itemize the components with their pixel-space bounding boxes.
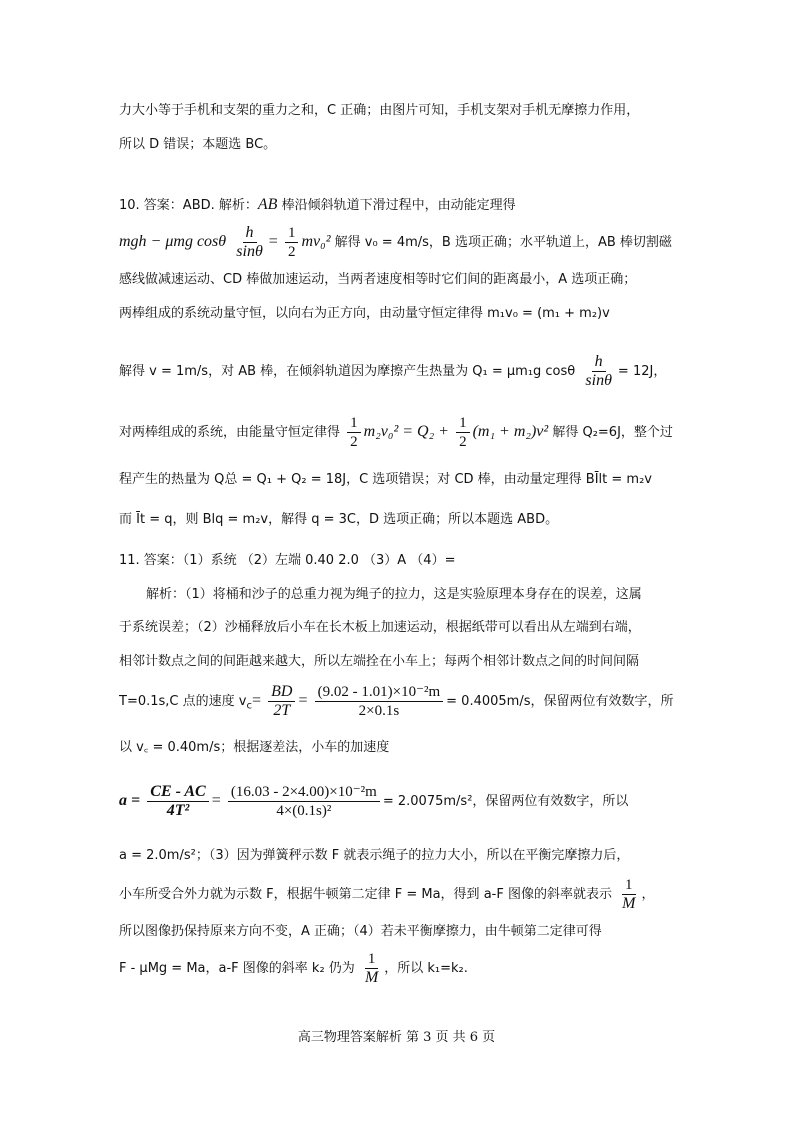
q11-a-equals: a = (119, 792, 141, 809)
q10-energy-eq-left: m₂v₀² = Q₂ + (363, 423, 449, 440)
equals-sign: = (268, 233, 278, 250)
q11-friction-text: F - μMg = Ma，a-F 图像的斜率 k₂ 仍为 (119, 961, 355, 976)
q10-fraction-h-sin-2 (582, 353, 615, 390)
fraction-numerator: (16.03 - 2×4.00)×10⁻²m (228, 783, 380, 802)
text-line: 于系统误差；（2）沙桶释放后小车在长木板上加速运动，根据纸带可以看出从左端到右端， (119, 620, 641, 635)
fraction-denominator: sinθ (585, 372, 612, 389)
text-line: a = 2.0m/s²；（3）因为弹簧秤示数 F 就表示绳子的拉力大小，所以在平衡完摩擦力后， (119, 848, 630, 863)
q10-heading (119, 195, 693, 216)
fraction-denominator: 4T² (166, 802, 190, 819)
text-line: 解析：（1）将桶和沙子的总重力视为绳子的拉力，这是实验原理本身存在的误差，这属 (146, 587, 642, 602)
fraction-numerator: CE - AC (147, 783, 208, 802)
text-line: 相邻计数点之间的间距越来越大，所以左端拴在小车上；每两个相邻计数点之间的时间间隔 (119, 654, 640, 669)
text-line: 以 v꜀ = 0.40m/s；根据逐差法，小车的加速度 (119, 740, 390, 755)
q11-velocity-result: = 0.4005m/s，保留两位有效数字，所 (446, 694, 674, 709)
q11-friction-tail: ，所以 k₁=k₂. (384, 961, 468, 976)
equals-sign: = (298, 692, 308, 709)
fraction-numerator: 1 (622, 876, 636, 895)
text-line: 力大小等于手机和支架的重力之和，C 正确；由图片可知，手机支架对手机无摩擦力作用， (119, 103, 640, 118)
text-line: 所以图像扔保持原来方向不变，A 正确；（4）若未平衡摩擦力，由牛顿第二定律可得 (119, 924, 602, 939)
q11-heading: 11. 答案：（1）系统 （2）左端 0.40 2.0 （3）A （4）= (119, 553, 456, 568)
q10-energy-line (119, 412, 693, 453)
q10-fraction-half-3 (456, 414, 470, 451)
q10-answer-label: 10. 答案：ABD. 解析： (119, 198, 258, 213)
fraction-numerator: 1 (456, 414, 470, 433)
q11-fraction-one-over-m (619, 876, 638, 913)
q11-newton-line: 小车所受合外力就为示数 F，根据牛顿第二定律 F = Ma，得到 a-F 图像的斜率就表示 $\frac{1}{M}$ ， (119, 877, 655, 912)
subscript: c (246, 700, 252, 712)
page-footer: 高三物理答案解析 第 3 页 共 6 页 (297, 1030, 496, 1045)
fraction-denominator: 2 (459, 434, 467, 450)
q10-line2-tail: 解得 v₀ = 4m/s，B 选项正确；水平轨道上，AB 棒切割磁 (334, 235, 672, 250)
text-line: 程产生的热量为 Q总 = Q₁ + Q₂ = 18J，C 选项错误；对 CD 棒，由动量定理得 BĪlt = m₂v (119, 472, 652, 487)
fraction-denominator: M (364, 969, 379, 986)
q10-heat-result: = 12J， (617, 364, 667, 379)
q11-fraction-one-over-m-2 (362, 950, 381, 987)
q11-velocity-line (119, 680, 693, 728)
fraction-denominator: 4×(0.1s)² (276, 803, 332, 819)
fraction-numerator: BD (268, 683, 295, 702)
q10-heading-text: 棒沿倾斜轨道下滑过程中，由动能定理得 (277, 198, 516, 213)
q10-fraction-h-sin (233, 224, 266, 261)
fraction-denominator: 2 (287, 244, 296, 260)
q10-heat-line (119, 352, 693, 392)
fraction-numerator: (9.02 - 1.01)×10⁻²m (315, 683, 444, 702)
q10-mgh: mgh − μmg cosθ (119, 233, 227, 250)
fraction-numerator: 1 (365, 950, 379, 969)
q10-energy-text: 对两棒组成的系统，由能量守恒定律得 (119, 425, 341, 440)
q11-acceleration-result: = 2.0075m/s²，保留两位有效数字，所以 (382, 794, 629, 809)
equals-sign: = (251, 692, 261, 709)
q11-fraction-bd-2t (268, 683, 295, 720)
q10-fraction-half-2 (347, 414, 361, 451)
fraction-numerator: h (243, 224, 257, 243)
q10-energy-eq-right: (m₁ + m₂)v² (472, 423, 549, 440)
fraction-numerator: 1 (285, 224, 299, 243)
q10-energy-tail: 解得 Q₂=6J，整个过 (552, 425, 673, 440)
q11-acceleration-line (119, 780, 693, 823)
text-line: 而 Īt = q，则 Blq = m₂v，解得 q = 3C，D 选项正确；所以本题选 ABD。 (119, 512, 559, 527)
fraction-denominator: 2T (273, 702, 291, 719)
q10-rod-ab: AB (257, 196, 278, 213)
fraction-denominator: 2 (350, 434, 358, 450)
q10-fraction-half (285, 224, 299, 261)
fraction-numerator: h (592, 353, 606, 372)
fraction-denominator: 2×0.1s (358, 703, 400, 719)
q11-fraction-ce-ac (147, 783, 208, 820)
q10-kinetic: mv₀² (301, 233, 331, 250)
text-line: 所以 D 错误；本题选 BC。 (119, 137, 277, 152)
fraction-denominator: sinθ (236, 243, 263, 260)
q11-friction-line (119, 948, 693, 990)
q11-fraction-acceleration-calc (228, 783, 380, 820)
text-line: 感线做减速运动、CD 棒做加速运动，当两者速度相等时它们间的距离最小，A 选项正确； (119, 272, 637, 287)
q11-newton-text: 小车所受合外力就为示数 F，根据牛顿第二定律 F = Ma，得到 a-F 图像的斜率就表示 (119, 887, 612, 902)
fraction-denominator: M (622, 895, 636, 912)
q11-velocity-text: T=0.1s,C 点的速度 v (119, 694, 247, 709)
q10-equation-line (119, 222, 693, 263)
text-line: 两棒组成的系统动量守恒，以向右为正方向，由动量守恒定律得 m₁v₀ = (m₁ + m₂)v (119, 306, 610, 321)
fraction-numerator: 1 (347, 414, 361, 433)
q11-fraction-velocity-calc (315, 683, 444, 720)
equals-sign: = (211, 792, 221, 809)
q10-heat-text: 解得 v = 1m/s，对 AB 棒，在倾斜轨道因为摩擦产生热量为 Q₁ = μm₁g cosθ (119, 364, 576, 379)
